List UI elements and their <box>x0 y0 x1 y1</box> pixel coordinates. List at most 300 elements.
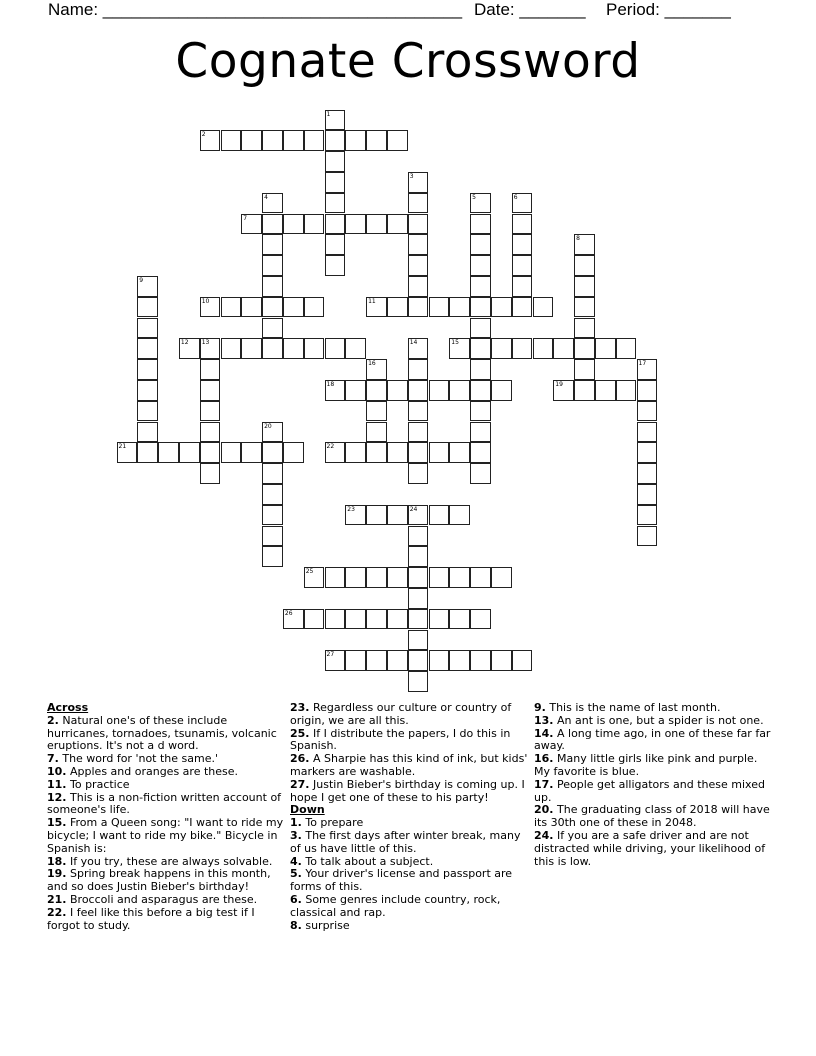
grid-cell[interactable] <box>408 526 429 547</box>
clue-number: 13. <box>534 713 554 727</box>
grid-cell[interactable] <box>408 671 429 692</box>
grid-cell[interactable] <box>387 442 408 463</box>
grid-cell[interactable] <box>387 505 408 526</box>
grid-cell[interactable] <box>345 214 366 235</box>
grid-cell[interactable] <box>262 422 283 443</box>
clue-across <box>47 792 287 818</box>
cell-number: 8 <box>576 235 580 243</box>
grid-cell[interactable] <box>512 297 533 318</box>
cell-number: 15 <box>451 339 459 347</box>
grid-cell[interactable] <box>470 255 491 276</box>
clue-across <box>47 868 287 894</box>
grid-cell[interactable] <box>325 172 346 193</box>
page-title: Cognate Crossword <box>175 34 641 89</box>
grid-cell[interactable] <box>470 193 491 214</box>
clue-number: 5. <box>290 867 302 881</box>
grid-cell[interactable] <box>262 276 283 297</box>
clue-across <box>290 728 530 754</box>
grid-cell[interactable] <box>366 505 387 526</box>
clue-down <box>290 894 530 920</box>
grid-cell[interactable] <box>470 442 491 463</box>
grid-cell[interactable] <box>137 276 158 297</box>
grid-cell[interactable] <box>491 567 512 588</box>
grid-cell[interactable] <box>366 380 387 401</box>
grid-cell[interactable] <box>158 442 179 463</box>
clue-down <box>534 830 774 868</box>
cell-number: 13 <box>201 339 210 347</box>
cell-number: 6 <box>513 193 518 201</box>
grid-cell[interactable] <box>304 338 325 359</box>
clue-text: If I distribute the papers, I do this in Spanish. <box>290 726 511 753</box>
grid-cell[interactable] <box>574 276 595 297</box>
grid-cell[interactable] <box>429 505 450 526</box>
grid-cell[interactable] <box>283 214 304 235</box>
grid-cell[interactable] <box>408 193 429 214</box>
cell-number: 17 <box>638 360 647 368</box>
grid-cell[interactable] <box>325 234 346 255</box>
grid-cell[interactable] <box>595 338 616 359</box>
grid-cell[interactable] <box>470 422 491 443</box>
grid-cell[interactable] <box>470 234 491 255</box>
grid-cell[interactable] <box>429 650 450 671</box>
grid-cell[interactable] <box>137 297 158 318</box>
clue-text: Apples and oranges are these. <box>70 764 239 778</box>
clue-number: 24. <box>534 828 554 842</box>
grid-cell[interactable] <box>429 567 450 588</box>
grid-cell[interactable] <box>366 401 387 422</box>
cell-number: 12 <box>180 339 189 347</box>
grid-cell[interactable] <box>262 505 283 526</box>
grid-cell[interactable] <box>470 650 491 671</box>
grid-cell[interactable] <box>449 297 470 318</box>
grid-cell[interactable] <box>262 130 283 151</box>
clue-across <box>290 702 530 728</box>
grid-cell[interactable] <box>637 442 658 463</box>
grid-cell[interactable] <box>345 130 366 151</box>
clue-text: This is a non-fiction written account of someone's life. <box>47 790 282 817</box>
clue-number: 2. <box>47 713 59 727</box>
grid-cell[interactable] <box>408 463 429 484</box>
grid-cell[interactable] <box>408 255 429 276</box>
clue-text: From a Queen song: "I want to ride my bicycle; I want to ride my bike." Bicycle in Spanish is: <box>47 816 284 855</box>
clue-across <box>290 753 530 779</box>
grid-cell[interactable] <box>179 442 200 463</box>
clue-number: 17. <box>534 777 554 791</box>
grid-cell[interactable] <box>470 609 491 630</box>
clue-text: To talk about a subject. <box>305 854 434 868</box>
grid-cell[interactable] <box>262 234 283 255</box>
clue-number: 15. <box>47 816 67 830</box>
grid-cell[interactable] <box>200 380 221 401</box>
grid-cell[interactable] <box>304 609 325 630</box>
grid-cell[interactable] <box>117 442 138 463</box>
grid-cell[interactable] <box>574 255 595 276</box>
cell-number: 4 <box>264 193 268 201</box>
cell-number: 21 <box>118 443 127 451</box>
grid-cell[interactable] <box>408 172 429 193</box>
grid-cell[interactable] <box>221 297 242 318</box>
clue-number: 14. <box>534 726 554 740</box>
cell-number: 22 <box>326 443 335 451</box>
grid-cell[interactable] <box>325 338 346 359</box>
clue-number: 23. <box>290 701 310 714</box>
clue-number: 8. <box>290 918 302 932</box>
clue-text: surprise <box>305 918 350 932</box>
clues-column-3 <box>534 702 774 868</box>
clue-number: 1. <box>290 816 302 830</box>
grid-cell[interactable] <box>533 297 554 318</box>
grid-cell[interactable] <box>408 276 429 297</box>
grid-cell[interactable] <box>241 297 262 318</box>
grid-cell[interactable] <box>345 442 366 463</box>
grid-cell[interactable] <box>637 380 658 401</box>
grid-cell[interactable] <box>179 338 200 359</box>
cell-number: 20 <box>264 422 272 430</box>
cell-number: 27 <box>326 651 335 659</box>
grid-cell[interactable] <box>200 422 221 443</box>
clue-down <box>534 779 774 805</box>
grid-cell[interactable] <box>512 193 533 214</box>
grid-cell[interactable] <box>325 650 346 671</box>
grid-cell[interactable] <box>325 193 346 214</box>
grid-cell[interactable] <box>304 297 325 318</box>
clue-text: The word for 'not the same.' <box>62 752 219 766</box>
grid-cell[interactable] <box>408 401 429 422</box>
grid-cell[interactable] <box>200 463 221 484</box>
clue-text: Regardless our culture or country of origin, we are all this. <box>290 701 512 727</box>
clue-text: An ant is one, but a spider is not one. <box>557 713 764 727</box>
clue-down <box>290 868 530 894</box>
grid-cell[interactable] <box>512 234 533 255</box>
grid-cell[interactable] <box>262 318 283 339</box>
grid-cell[interactable] <box>429 609 450 630</box>
grid-cell[interactable] <box>241 442 262 463</box>
grid-cell[interactable] <box>429 380 450 401</box>
clue-number: 6. <box>290 892 302 906</box>
grid-cell[interactable] <box>325 380 346 401</box>
grid-cell[interactable] <box>449 338 470 359</box>
clue-number: 10. <box>47 764 67 778</box>
grid-cell[interactable] <box>304 567 325 588</box>
grid-cell[interactable] <box>366 130 387 151</box>
grid-cell[interactable] <box>449 505 470 526</box>
clue-number: 26. <box>290 752 310 766</box>
grid-cell[interactable] <box>366 567 387 588</box>
grid-cell[interactable] <box>512 255 533 276</box>
clue-across <box>47 715 287 753</box>
grid-cell[interactable] <box>408 505 429 526</box>
grid-cell[interactable] <box>574 234 595 255</box>
grid-cell[interactable] <box>470 359 491 380</box>
grid-cell[interactable] <box>387 297 408 318</box>
clue-text: A Sharpie has this kind of ink, but kids' markers are washable. <box>290 752 528 778</box>
grid-cell[interactable] <box>325 214 346 235</box>
grid-cell[interactable] <box>283 297 304 318</box>
clue-number: 16. <box>534 752 554 766</box>
grid-cell[interactable] <box>221 130 242 151</box>
grid-cell[interactable] <box>200 442 221 463</box>
grid-cell[interactable] <box>283 130 304 151</box>
name-blank[interactable]: ______________________________________ <box>102 0 463 19</box>
clue-down <box>534 804 774 830</box>
grid-cell[interactable] <box>366 359 387 380</box>
grid-cell[interactable] <box>366 214 387 235</box>
grid-cell[interactable] <box>449 609 470 630</box>
grid-cell[interactable] <box>512 338 533 359</box>
grid-cell[interactable] <box>512 650 533 671</box>
grid-cell[interactable] <box>325 110 346 131</box>
grid-cell[interactable] <box>637 422 658 443</box>
clue-down <box>290 830 530 856</box>
clue-text: If you try, these are always solvable. <box>70 854 273 868</box>
grid-cell[interactable] <box>637 359 658 380</box>
grid-cell[interactable] <box>262 193 283 214</box>
clue-across <box>47 907 287 933</box>
grid-cell[interactable] <box>408 442 429 463</box>
grid-cell[interactable] <box>491 650 512 671</box>
grid-cell[interactable] <box>200 297 221 318</box>
grid-cell[interactable] <box>470 380 491 401</box>
grid-cell[interactable] <box>574 359 595 380</box>
cell-number: 2 <box>201 131 206 139</box>
grid-cell[interactable] <box>137 338 158 359</box>
grid-cell[interactable] <box>366 297 387 318</box>
grid-cell[interactable] <box>262 338 283 359</box>
clue-number: 9. <box>534 701 546 714</box>
grid-cell[interactable] <box>137 401 158 422</box>
grid-cell[interactable] <box>345 650 366 671</box>
clue-down <box>290 920 530 933</box>
grid-cell[interactable] <box>595 380 616 401</box>
grid-cell[interactable] <box>221 442 242 463</box>
clue-text: The graduating class of 2018 will have its 30th one of these in 2048. <box>534 803 770 830</box>
grid-cell[interactable] <box>408 214 429 235</box>
grid-cell[interactable] <box>553 380 574 401</box>
grid-cell[interactable] <box>470 318 491 339</box>
clue-number: 11. <box>47 777 67 791</box>
grid-cell[interactable] <box>304 214 325 235</box>
grid-cell[interactable] <box>408 422 429 443</box>
grid-cell[interactable] <box>325 130 346 151</box>
grid-cell[interactable] <box>449 650 470 671</box>
grid-cell[interactable] <box>408 630 429 651</box>
clue-number: 12. <box>47 790 67 804</box>
clue-number: 20. <box>534 803 554 817</box>
grid-cell[interactable] <box>241 130 262 151</box>
grid-cell[interactable] <box>387 609 408 630</box>
grid-cell[interactable] <box>241 338 262 359</box>
clue-text: If you are a safe driver and are not distracted while driving, your likelihood of this is low. <box>534 828 766 868</box>
across-heading: Across <box>47 701 89 714</box>
clue-text: A long time ago, in one of these far far away. <box>534 726 771 753</box>
grid-cell[interactable] <box>491 297 512 318</box>
grid-cell[interactable] <box>304 130 325 151</box>
grid-cell[interactable] <box>325 442 346 463</box>
grid-cell[interactable] <box>262 546 283 567</box>
grid-cell[interactable] <box>262 255 283 276</box>
clue-across <box>290 779 530 805</box>
clue-number: 27. <box>290 777 310 791</box>
grid-cell[interactable] <box>470 214 491 235</box>
grid-cell[interactable] <box>137 318 158 339</box>
grid-cell[interactable] <box>262 484 283 505</box>
grid-cell[interactable] <box>491 338 512 359</box>
grid-cell[interactable] <box>325 255 346 276</box>
grid-cell[interactable] <box>574 380 595 401</box>
grid-cell[interactable] <box>470 338 491 359</box>
grid-cell[interactable] <box>221 338 242 359</box>
grid-cell[interactable] <box>345 567 366 588</box>
clue-text: Many little girls like pink and purple. My favorite is blue. <box>534 752 758 778</box>
grid-cell[interactable] <box>387 567 408 588</box>
clue-text: Broccoli and asparagus are these. <box>70 892 258 906</box>
clues-column-2 <box>290 702 530 932</box>
cell-number: 18 <box>326 380 335 388</box>
grid-cell[interactable] <box>262 214 283 235</box>
grid-cell[interactable] <box>366 650 387 671</box>
date-blank[interactable]: _______ <box>519 0 586 19</box>
grid-cell[interactable] <box>387 130 408 151</box>
clue-across <box>47 817 287 855</box>
down-heading: Down <box>290 803 325 817</box>
grid-cell[interactable] <box>200 338 221 359</box>
grid-cell[interactable] <box>200 359 221 380</box>
clue-number: 22. <box>47 905 67 919</box>
grid-cell[interactable] <box>137 359 158 380</box>
clue-number: 4. <box>290 854 302 868</box>
grid-cell[interactable] <box>616 338 637 359</box>
cell-number: 10 <box>201 297 210 305</box>
grid-cell[interactable] <box>387 214 408 235</box>
clue-text: Some genres include country, rock, classical and rap. <box>290 892 501 919</box>
cell-number: 7 <box>243 214 248 222</box>
grid-cell[interactable] <box>345 609 366 630</box>
grid-cell[interactable] <box>429 442 450 463</box>
grid-cell[interactable] <box>512 276 533 297</box>
clue-text: Spring break happens in this month, and so does Justin Bieber's birthday! <box>47 867 271 894</box>
grid-cell[interactable] <box>345 338 366 359</box>
grid-cell[interactable] <box>366 442 387 463</box>
grid-cell[interactable] <box>345 505 366 526</box>
grid-cell[interactable] <box>408 546 429 567</box>
cell-number: 19 <box>555 380 563 388</box>
grid-cell[interactable] <box>408 338 429 359</box>
grid-cell[interactable] <box>574 297 595 318</box>
grid-cell[interactable] <box>449 567 470 588</box>
grid-cell[interactable] <box>512 214 533 235</box>
name-label: Name: <box>48 0 103 19</box>
grid-cell[interactable] <box>200 401 221 422</box>
clue-text: Justin Bieber's birthday is coming up. I hope I get one of these to his party! <box>290 777 525 804</box>
grid-cell[interactable] <box>283 442 304 463</box>
cell-number: 11 <box>368 297 376 305</box>
grid-cell[interactable] <box>637 401 658 422</box>
clue-text: I feel like this before a big test if I forgot to study. <box>47 905 255 932</box>
clue-number: 21. <box>47 892 67 906</box>
grid-cell[interactable] <box>470 297 491 318</box>
cell-number: 5 <box>472 193 476 201</box>
grid-cell[interactable] <box>470 463 491 484</box>
grid-cell[interactable] <box>137 380 158 401</box>
clue-text: To prepare <box>305 816 364 830</box>
cell-number: 1 <box>326 110 331 118</box>
clue-down <box>534 728 774 754</box>
grid-cell[interactable] <box>408 609 429 630</box>
grid-cell[interactable] <box>137 422 158 443</box>
grid-cell[interactable] <box>637 463 658 484</box>
clue-text: This is the name of last month. <box>549 701 721 714</box>
grid-cell[interactable] <box>366 422 387 443</box>
cell-number: 26 <box>284 609 293 617</box>
grid-cell[interactable] <box>470 567 491 588</box>
clue-text: Natural one's of these include hurricanes, tornadoes, tsunamis, volcanic eruptions. It's not a d word. <box>47 713 277 753</box>
grid-cell[interactable] <box>408 234 429 255</box>
cell-number: 16 <box>368 360 376 368</box>
clues-column-1 <box>47 702 287 932</box>
grid-cell[interactable] <box>345 380 366 401</box>
grid-cell[interactable] <box>637 526 658 547</box>
grid-cell[interactable] <box>491 380 512 401</box>
clue-number: 3. <box>290 828 302 842</box>
grid-cell[interactable] <box>408 359 429 380</box>
grid-cell[interactable] <box>283 338 304 359</box>
grid-cell[interactable] <box>533 338 554 359</box>
grid-cell[interactable] <box>553 338 574 359</box>
grid-cell[interactable] <box>262 297 283 318</box>
grid-cell[interactable] <box>637 505 658 526</box>
grid-cell[interactable] <box>387 650 408 671</box>
grid-cell[interactable] <box>325 609 346 630</box>
grid-cell[interactable] <box>262 463 283 484</box>
period-blank[interactable]: _______ <box>664 0 731 19</box>
grid-cell[interactable] <box>262 526 283 547</box>
grid-cell[interactable] <box>470 401 491 422</box>
cell-number: 25 <box>305 568 314 576</box>
grid-cell[interactable] <box>366 609 387 630</box>
clue-number: 18. <box>47 854 67 868</box>
grid-cell[interactable] <box>470 276 491 297</box>
cell-number: 14 <box>409 339 418 347</box>
grid-cell[interactable] <box>408 297 429 318</box>
grid-cell[interactable] <box>408 380 429 401</box>
grid-cell[interactable] <box>325 567 346 588</box>
grid-cell[interactable] <box>429 297 450 318</box>
clue-down <box>534 753 774 779</box>
grid-cell[interactable] <box>449 442 470 463</box>
date-label: Date: <box>474 0 520 19</box>
grid-cell[interactable] <box>241 214 262 235</box>
clue-number: 7. <box>47 752 59 766</box>
grid-cell[interactable] <box>200 130 221 151</box>
grid-cell[interactable] <box>283 609 304 630</box>
grid-cell[interactable] <box>262 442 283 463</box>
grid-cell[interactable] <box>408 588 429 609</box>
clue-number: 25. <box>290 726 310 740</box>
grid-cell[interactable] <box>137 442 158 463</box>
cell-number: 23 <box>347 505 355 513</box>
grid-cell[interactable] <box>408 567 429 588</box>
grid-cell[interactable] <box>616 380 637 401</box>
grid-cell[interactable] <box>387 380 408 401</box>
grid-cell[interactable] <box>449 380 470 401</box>
grid-cell[interactable] <box>574 338 595 359</box>
grid-cell[interactable] <box>574 318 595 339</box>
grid-cell[interactable] <box>325 151 346 172</box>
grid-cell[interactable] <box>637 484 658 505</box>
cell-number: 3 <box>409 172 414 180</box>
grid-cell[interactable] <box>408 650 429 671</box>
cell-number: 24 <box>409 505 418 513</box>
